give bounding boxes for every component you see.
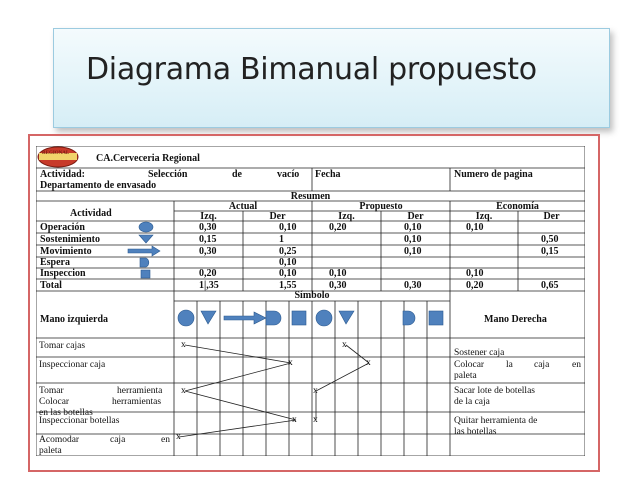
sostenimiento-icon [201,311,216,324]
activity-column-header: Actividad [70,208,112,219]
slide-title: Diagrama Bimanual propuesto [86,52,537,87]
summary-cell: 0,30 [199,246,217,257]
activity-word-1: Selección [148,169,188,180]
operation-icon [178,310,194,326]
inspeccion-icon-2 [429,311,443,325]
summary-cell: 0,30 [199,222,217,233]
connector-mark: x [181,340,186,350]
sub-der-propuesto: Der [407,211,424,222]
summary-cell: 0,15 [541,246,559,257]
group-actual: Actual [228,201,258,212]
espera-icon [266,311,281,325]
activity-line-2: Departamento de envasado [40,180,157,191]
right-hand-step: caja [534,360,550,370]
connector-mark: x [288,358,293,368]
right-hand-step: Colocar [454,360,485,370]
summary-cell: 0,20 [329,222,347,233]
summary-cell: 0,25 [279,246,297,257]
left-hand-step: Inspeccionar caja [39,360,106,370]
left-hand-step: Tomar cajas [39,341,86,351]
summary-row-label: Sostenimiento [40,234,100,245]
left-hand-step: caja [110,435,126,445]
activity-word-3: vacío [277,169,300,180]
summary-cell: 0,10 [279,222,297,233]
left-hand-step: paleta [39,446,62,456]
summary-cell: 0,30 [404,280,422,291]
right-hand-step: Sostener caja [454,348,505,358]
left-hand-step: Tomar [39,386,64,396]
connector-mark: x [313,415,318,425]
operation-icon-2 [316,310,332,326]
right-hand-step: paleta [454,371,477,381]
summary-row-label: Inspeccion [40,268,86,279]
activity-word-2: de [232,169,242,180]
right-hand-step: en [572,360,581,370]
inspeccion-symbol [141,270,150,278]
right-hand-step: Quitar herramienta de [454,416,538,426]
company-name: CA.Cerveceria Regional [96,153,200,164]
right-hand-step: la [506,360,513,370]
fecha-label: Fecha [315,169,341,180]
logo-text: REGIONAL [42,151,70,156]
connector-mark: x [342,340,347,350]
right-hand-step: Sacar lote de botellas [454,386,535,396]
sub-izq-actual: Izq. [200,211,217,222]
inspeccion-icon [292,311,306,325]
summary-cell: 0,20 [199,268,217,279]
summary-cell: 0,10 [466,222,484,233]
left-hand-step: en [161,435,170,445]
sostenimiento-icon-2 [339,311,354,324]
summary-row-label: Espera [40,257,70,268]
sub-der-actual: Der [269,211,286,222]
sub-izq-economia: Izq. [475,211,493,222]
left-hand-step: Acomodar [39,435,80,445]
summary-cell: 0,50 [541,234,559,245]
summary-cell: 0,30 [329,280,347,291]
summary-cell: 0,10 [404,222,422,233]
activity-label: Actividad: [40,169,85,180]
right-hand-title: Mano Derecha [484,314,547,325]
group-propuesto: Propuesto [359,201,403,212]
summary-cell: 0,10 [279,257,297,268]
sub-der-economia: Der [543,211,560,222]
resumen-title: Resumen [290,191,331,202]
right-hand-step: las botellas [454,427,497,437]
operation-symbol [139,222,153,232]
right-hand-step: de la caja [454,397,490,407]
page-number-label: Numero de pagina [454,169,533,180]
summary-cell: 0,10 [404,246,422,257]
summary-cell: 1 [279,234,284,245]
connector-mark: x [313,386,318,396]
summary-cell: 0,10 [329,268,347,279]
left-hand-step: herramientas [112,397,162,407]
summary-cell: 0,10 [404,234,422,245]
espera-symbol [140,258,149,267]
summary-row-label: Operación [40,222,85,233]
summary-cell: 0,65 [541,280,559,291]
movimiento-icon [224,312,266,324]
left-hand-step: Colocar [39,397,70,407]
connector-mark: x [292,415,297,425]
summary-cell: 1,55 [279,280,297,291]
left-hand-step: en las botellas [39,408,93,418]
bimanual-table [36,146,585,456]
summary-cell: 0,15 [199,234,217,245]
left-hand-step: herramienta [117,386,163,396]
summary-row-label: Movimiento [40,246,92,257]
connector-mark: x [366,358,371,368]
movimiento-symbol [128,246,160,256]
espera-icon-2 [403,311,415,325]
summary-cell: 0,20 [466,280,484,291]
sostenimiento-symbol [139,235,153,243]
summary-row-label: Total [40,280,62,291]
simbolo-title: Símbolo [294,290,330,301]
connector-mark: x [181,386,186,396]
summary-cell: 1|,35 [199,280,219,291]
connector-mark: x [176,432,181,442]
left-hand-step: Inspeccionar botellas [39,416,120,426]
sub-izq-propuesto: Izq. [338,211,355,222]
summary-cell: 0,10 [279,268,297,279]
left-hand-title: Mano izquierda [40,314,109,325]
group-economia: Economía [496,201,539,212]
summary-cell: 0,10 [466,268,484,279]
